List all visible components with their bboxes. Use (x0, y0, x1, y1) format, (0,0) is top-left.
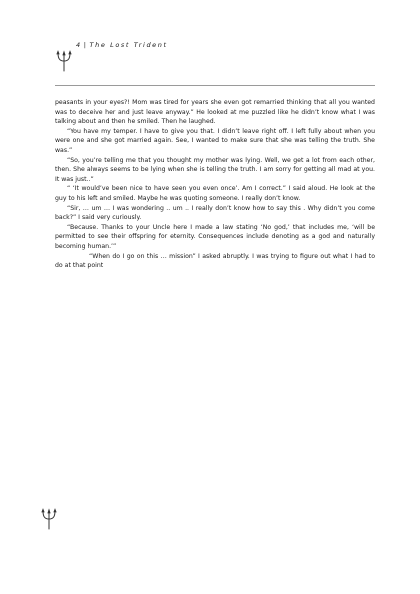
paragraph: “You have my temper. I have to give you that. I didn’t leave right off. I left fully about when you were one and she got married again. See, I wanted to make sure that she was telling the truth. She was.” (55, 127, 375, 154)
paragraph: “ ‘It would’ve been nice to have seen you even once’. Am I correct.” I said aloud. He look at the guy to his left and smiled. Maybe he was quoting someone. I really don’t know. (55, 185, 375, 202)
paragraph: peasants in your eyes?! Mom was tired for years she even got remarried thinking that all you wanted was to deceive her and just leave anyway.” He looked at me puzzled like he didn’t know what I was talking about and then he smiled. Then he laughed. (55, 99, 375, 126)
paragraph: “So, you’re telling me that you thought my mother was lying. Well, we get a lot from each other, then. She always seems to be lying when she is telling the truth. I am sorry for getting all mad at you. It was just..” (55, 156, 375, 183)
book-title: The Lost Trident (89, 41, 168, 49)
page-body-text (55, 98, 375, 271)
page-number: 4 (76, 41, 82, 49)
trident-icon (40, 508, 58, 530)
trident-icon (55, 50, 73, 72)
running-header (76, 41, 168, 49)
header-rule (55, 85, 375, 86)
header-separator: | (83, 41, 88, 49)
paragraph: “Because. Thanks to your Uncle here I made a law stating ‘No god,’ that includes me, ‘will be permitted to see their offspring for eternity. Consequences include denoting as a god and naturally becoming human.’” (55, 223, 375, 250)
paragraph: “Sir, … um … I was wondering .. um .. I really don’t know how to say this . Why didn’t you come back?” I said very curiously. (55, 204, 375, 222)
paragraph: “When do I go on this … mission” I asked abruptly. I was trying to figure out what I had to do at that point (55, 252, 375, 270)
